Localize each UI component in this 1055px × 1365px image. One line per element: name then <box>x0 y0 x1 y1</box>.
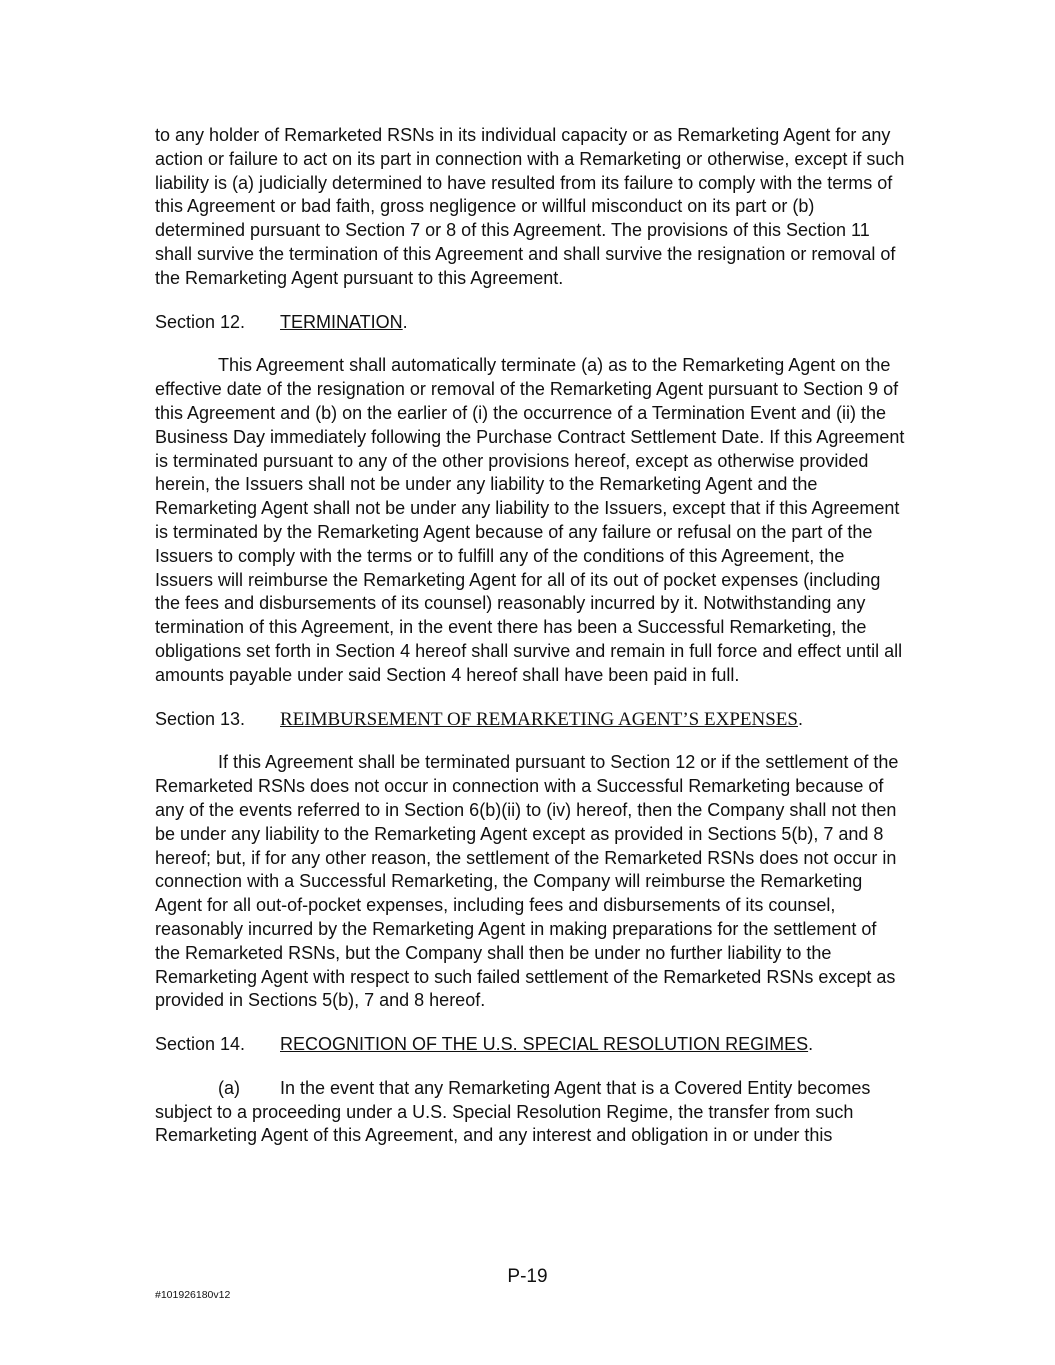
section-number: Section 13. <box>155 708 246 729</box>
section-number: Section 14. <box>155 1034 246 1055</box>
section-title: REIMBURSEMENT OF REMARKETING AGENT’S EXPENSES <box>280 708 798 730</box>
document-body <box>155 124 905 1148</box>
page-number: P-19 <box>507 1266 548 1287</box>
heading-period: . <box>797 708 803 729</box>
section-13-heading <box>155 708 905 732</box>
heading-period: . <box>808 1034 814 1055</box>
section-13-body: If this Agreement shall be terminated pursuant to Section 12 or if the settlement of the Remarketed RSNs does not occur in connection with a Successful Remarketing because of any of the events referred to in Section 6(b)(ii) to (iv) hereof, then the Company shall not then be under any liability to the Remarketing Agent except as provided in Sections 5(b), 7 and 8 hereof; but, if for any other reason, the settlement of the Remarketed RSNs does not occur in connection with a Successful Remarketing, the Company will reimburse the Remarketing Agent for all out-of-pocket expenses, including fees and disbursements of its counsel, reasonably incurred by the Remarketing Agent in making preparations for the settlement of the Remarketed RSNs, but the Company shall then be under no further liability to the Remarketing Agent with respect to such failed settlement of the Remarketed RSNs except as provided in Sections 5(b), 7 and 8 hereof. <box>155 752 899 1011</box>
subsection-text: In the event that any Remarketing Agent that is a Covered Entity becomes subject to a proceeding under a U.S. Special Resolution Regime, the transfer from such Remarketing Agent of this Agreement, and any interest and obligation in or under this <box>155 1077 871 1146</box>
section-14a-body <box>155 1077 905 1148</box>
section-12-body: This Agreement shall automatically terminate (a) as to the Remarketing Agent on the effective date of the resignation or removal of the Remarketing Agent pursuant to Section 9 of this Agreement and (b) on the earlier of (i) the occurrence of a Termination Event and (ii) the Business Day immediately following the Purchase Contract Settlement Date. If this Agreement is terminated pursuant to any of the other provisions hereof, except as otherwise provided herein, the Issuers shall not be under any liability to the Remarketing Agent and the Remarketing Agent shall not be under any liability to the Issuers, except that if this Agreement is terminated by the Remarketing Agent because of any failure or refusal on the part of the Issuers to comply with the terms or to fulfill any of the conditions of this Agreement, the Issuers will reimburse the Remarketing Agent for all of its out of pocket expenses (including the fees and disbursements of its counsel) reasonably incurred by it. Notwithstanding any termination of this Agreement, in the event there has been a Successful Remarketing, the obligations set forth in Section 4 hereof shall survive and remain in full force and effect until all amounts payable under said Section 4 hereof shall have been paid in full. <box>155 355 905 685</box>
section-title: TERMINATION <box>280 311 403 332</box>
section-12-heading <box>155 311 905 335</box>
section-number: Section 12. <box>155 311 246 332</box>
section-title: RECOGNITION OF THE U.S. SPECIAL RESOLUTION REGIMES <box>280 1034 809 1055</box>
section-14-heading <box>155 1033 905 1057</box>
subsection-label: (a) <box>218 1077 240 1098</box>
document-id: #101926180v12 <box>155 1289 231 1301</box>
continuation-paragraph: to any holder of Remarketed RSNs in its individual capacity or as Remarketing Agent for any action or failure to act on its part in connection with a Remarketing or otherwise, except if such liability is (a) judicially determined to have resulted from its failure to comply with the terms of this Agreement or bad faith, gross negligence or willful misconduct on its part or (b) determined pursuant to Section 7 or 8 of this Agreement. The provisions of this Section 11 shall survive the termination of this Agreement and shall survive the resignation or removal of the Remarketing Agent pursuant to this Agreement. <box>155 125 905 288</box>
heading-period: . <box>402 311 408 332</box>
